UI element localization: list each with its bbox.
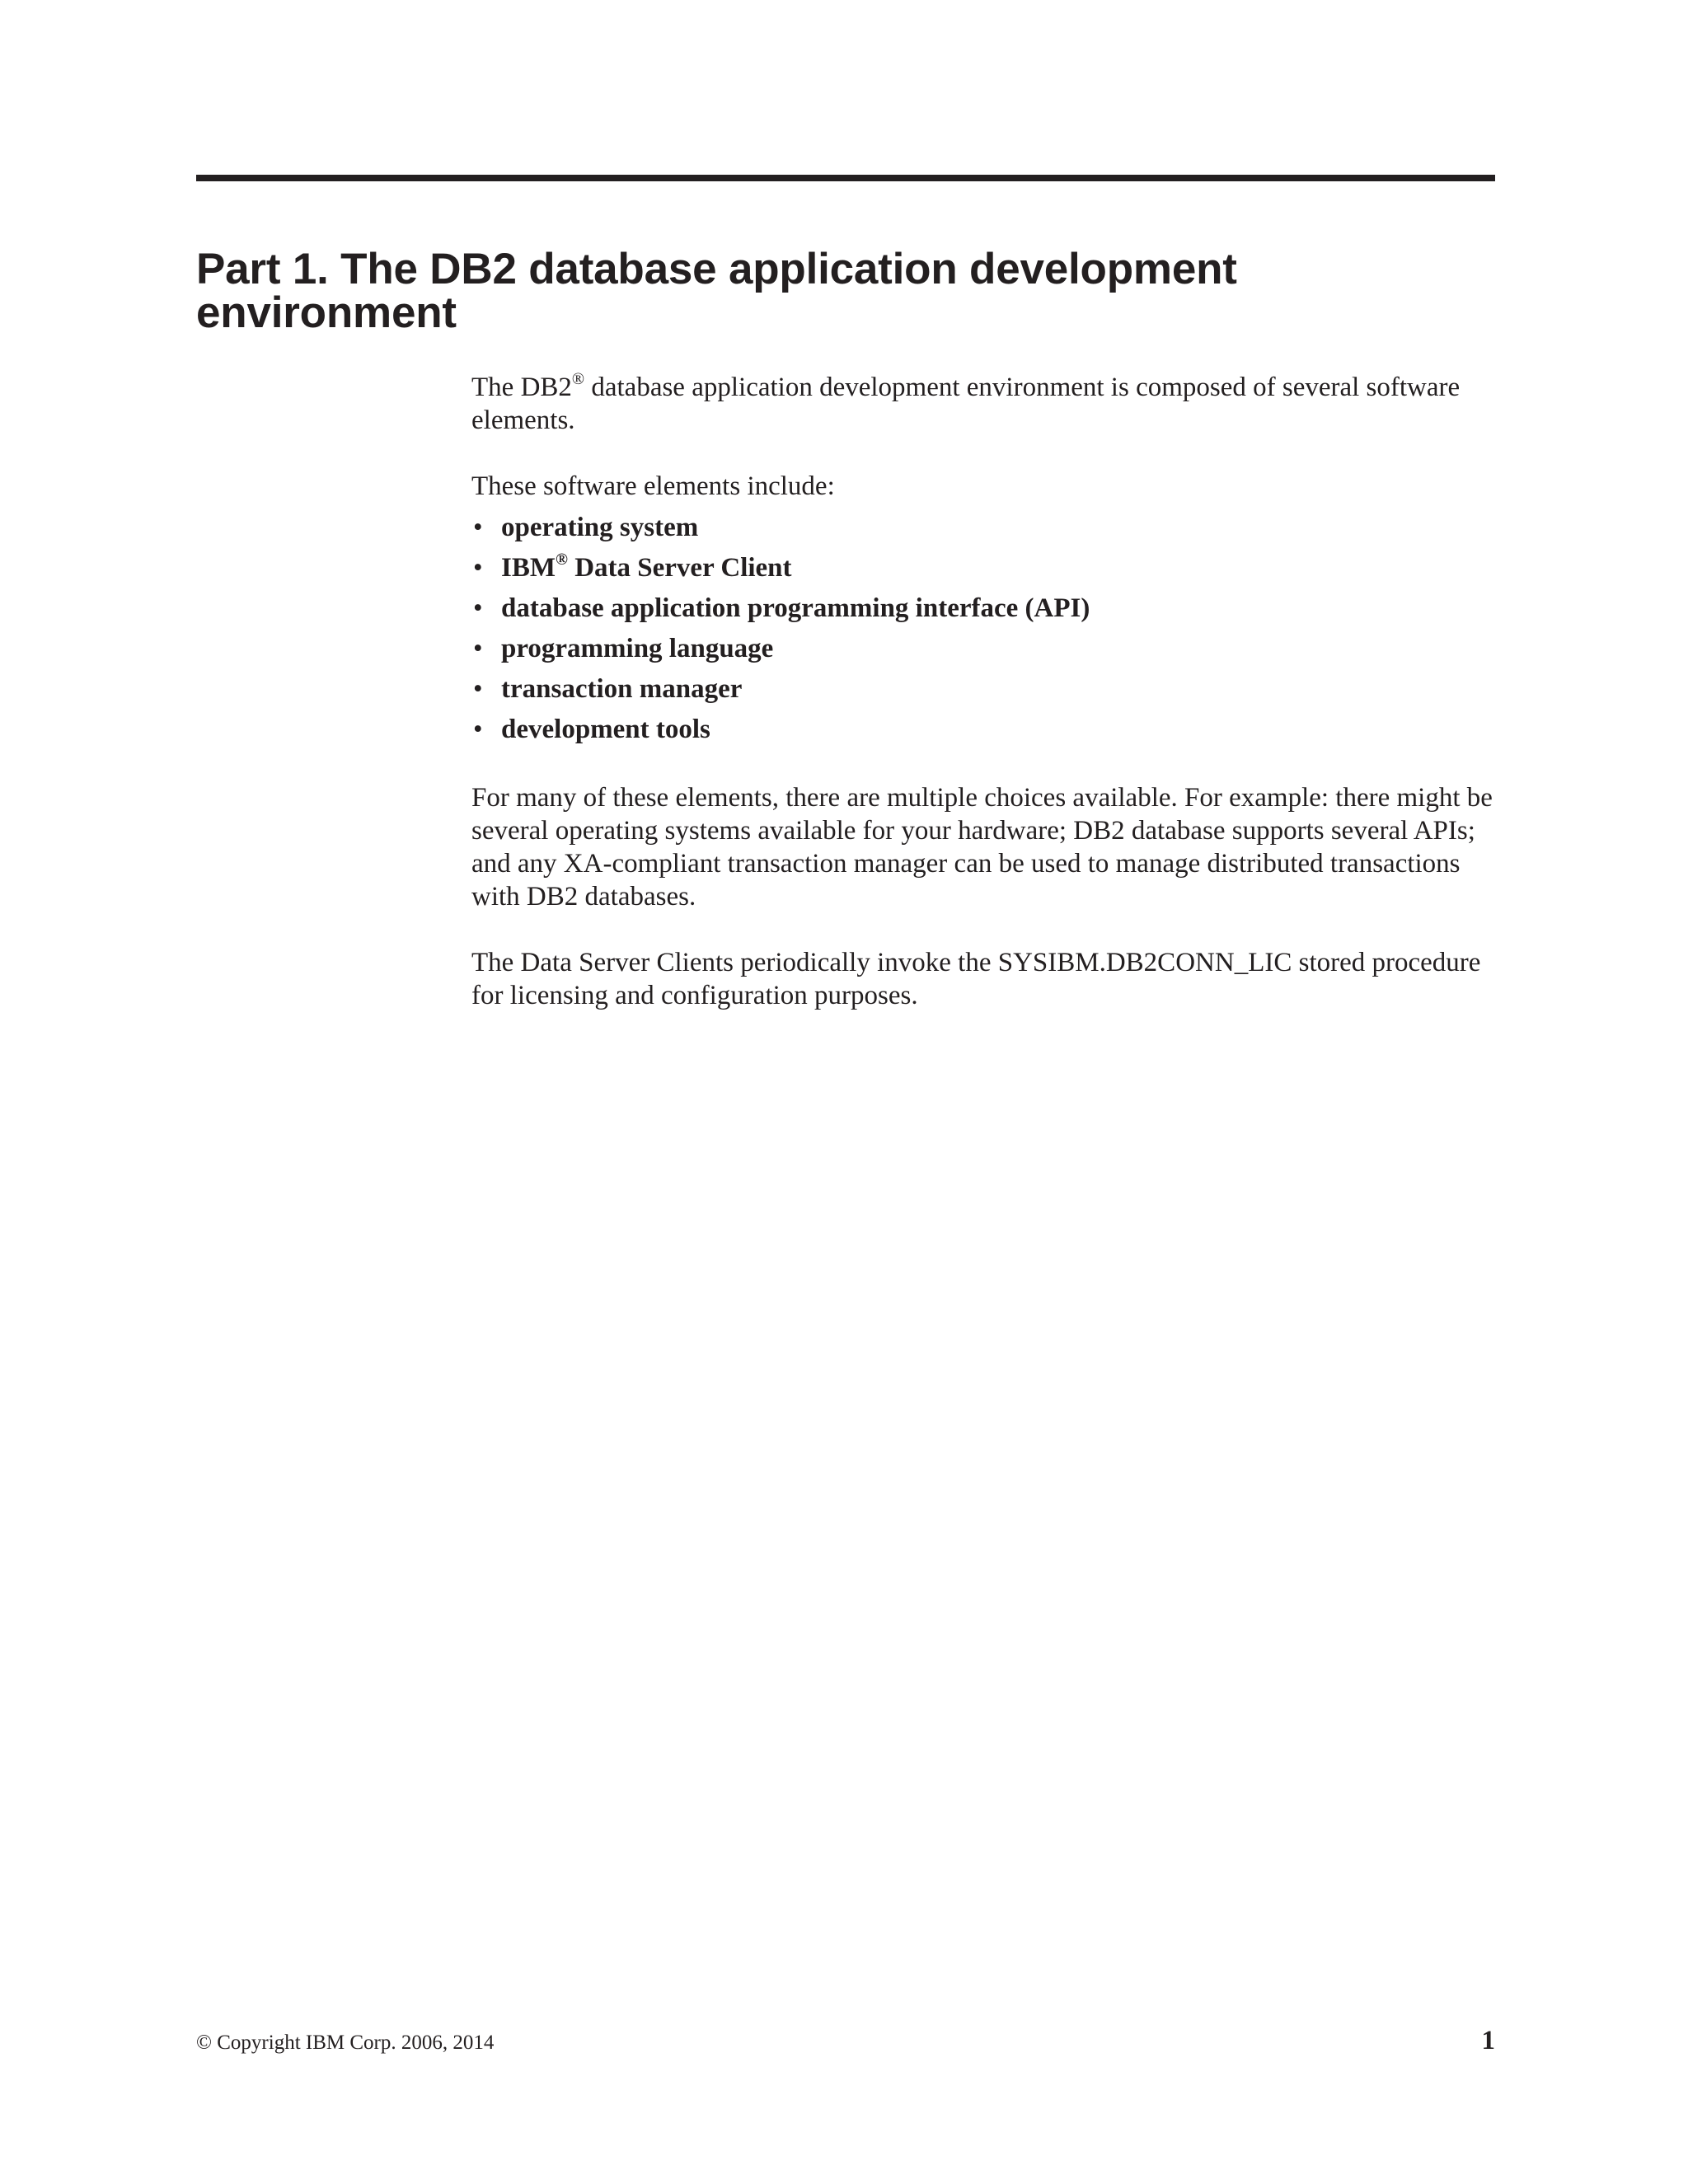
list-item xyxy=(471,710,1502,750)
list-item-label: database application programming interface (API) xyxy=(501,593,1090,623)
list-item-label: Data Server Client xyxy=(567,553,792,583)
list-item xyxy=(471,629,1502,669)
bullet-icon: • xyxy=(473,634,483,663)
intro-paragraph xyxy=(471,371,1502,437)
top-rule xyxy=(196,175,1495,181)
list-item xyxy=(471,588,1502,629)
intro-text-after: database application development environment is composed of several software elements. xyxy=(471,373,1461,435)
bullet-icon: • xyxy=(473,513,483,542)
licensing-paragraph: The Data Server Clients periodically invoke the SYSIBM.DB2CONN_LIC stored procedure for licensing and configuration purposes. xyxy=(471,948,1481,1010)
list-item-label: transaction manager xyxy=(501,674,743,704)
list-item xyxy=(471,669,1502,710)
bullet-icon: • xyxy=(473,674,483,704)
list-item-label: programming language xyxy=(501,634,774,663)
bullet-icon: • xyxy=(473,715,483,744)
list-item xyxy=(471,508,1502,548)
body-column xyxy=(471,371,1502,1012)
footer-copyright: © Copyright IBM Corp. 2006, 2014 xyxy=(196,2032,495,2054)
list-item-label: operating system xyxy=(501,513,699,542)
elements-lead: These software elements include: xyxy=(471,471,835,501)
db2-term: DB2 xyxy=(520,373,572,402)
intro-text-before: The xyxy=(471,373,521,402)
registered-mark: ® xyxy=(571,370,585,388)
page-title: Part 1. The DB2 database application development environment xyxy=(196,245,1237,337)
bullet-icon: • xyxy=(473,553,483,583)
choices-paragraph: For many of these elements, there are multiple choices available. For example: there might be several operating systems available for your hardware; DB2 database supports several APIs; and any XA-compliant transaction manager can be used to manage distributed transactions with DB2 databases. xyxy=(471,783,1493,912)
software-elements-list xyxy=(471,508,1502,750)
bullet-icon: • xyxy=(473,593,483,623)
list-item-label: development tools xyxy=(501,715,710,744)
registered-mark: ® xyxy=(556,551,568,569)
list-item xyxy=(471,548,1502,588)
list-item-label-prefix: IBM xyxy=(501,553,556,583)
page-number: 1 xyxy=(1481,2026,1495,2055)
